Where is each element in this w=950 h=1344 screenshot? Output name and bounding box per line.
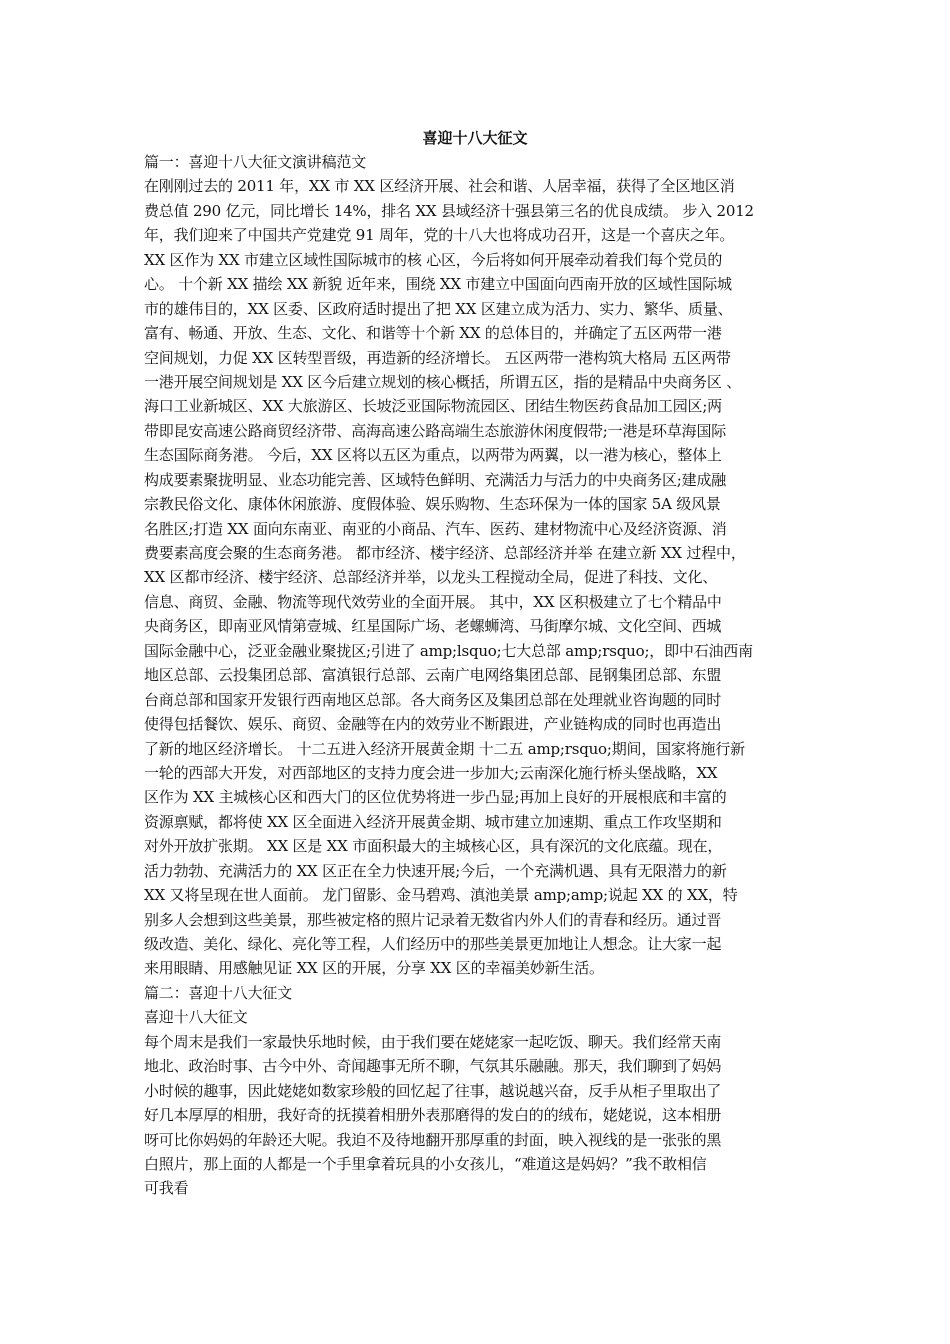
text-line: 年，我们迎来了中国共产党建党 91 周年，党的十八大也将成功召开，这是一个喜庆之年。	[144, 226, 735, 245]
text-line: 费要素高度会聚的生态商务港。 都市经济、楼宇经济、总部经济并举 在建立新 XX 过程中，	[144, 544, 746, 562]
text-line: 带即昆安高速公路商贸经济带、高海高速公路高端生态旅游休闲度假带;一港是环草海国际	[144, 421, 727, 440]
text-line: 一轮的西部大开发，对西部地区的支持力度会进一步加大;云南深化施行桥头堡战略，XX	[144, 763, 718, 782]
text-line: 小时候的趣事，因此姥姥如数家珍般的回忆起了往事，越说越兴奋，反手从柜子里取出了	[144, 1081, 722, 1100]
text-line: 使得包括餐饮、娱乐、商贸、金融等在内的效劳业不断跟进，产业链构成的同时也再造出	[144, 715, 722, 734]
text-line: 费总值 290 亿元，同比增长 14%，排名 XX 县域经济十强县第三名的优良成绩。 步入 2012	[144, 201, 754, 220]
text-line: 每个周末是我们一家最快乐地时候，由于我们要在姥姥家一起吃饭、聊天。我们经常天南	[144, 1032, 722, 1051]
text-line: XX 区都市经济、楼宇经济、总部经济并举，以龙头工程搅动全局，促进了科技、文化、	[144, 568, 718, 587]
text-line: 可我看	[144, 1179, 189, 1198]
text-line: 海口工业新城区、XX 大旅游区、长坡泛亚国际物流园区、团结生物医药食品加工园区;两	[144, 397, 722, 416]
text-line: 构成要素聚拢明显、业态功能完善、区域特色鲜明、充满活力与活力的中央商务区;建成融	[144, 470, 727, 489]
text-line: XX 区作为 XX 市建立区域性国际城市的核 心区，今后将如何开展牵动着我们每个党员的	[144, 250, 723, 269]
text-line: 白照片，那上面的人都是一个手里拿着玩具的小女孩儿，“难道这是妈妈？”我不敢相信	[144, 1154, 707, 1173]
text-line: 资源禀赋，都将使 XX 区全面进入经济开展黄金期、城市建立加速期、重点工作攻坚期和	[144, 812, 722, 831]
text-line: 篇二：喜迎十八大征文	[144, 983, 293, 1002]
text-line: 活力勃勃、充满活力的 XX 区正在全力快速开展;今后，一个充满机遇、具有无限潜力的新	[144, 861, 727, 880]
text-line: 级改造、美化、绿化、亮化等工程，人们经历中的那些美景更加地让人想念。让大家一起	[144, 935, 722, 953]
text-line: 生态国际商务港。 今后，XX 区将以五区为重点，以两带为两翼，以一港为核心，整体上	[144, 446, 722, 465]
text-line: 地北、政治时事、古今中外、奇闻趣事无所不聊，气氛其乐融融。那天，我们聊到了妈妈	[144, 1057, 722, 1076]
text-line: 呀可比你妈妈的年龄还大呢。我迫不及待地翻开那厚重的封面，映入视线的是一张张的黑	[144, 1130, 722, 1149]
text-line: 了新的地区经济增长。 十二五进入经济开展黄金期 十二五 amp;rsquo;期间，国家将施行新	[144, 739, 745, 758]
text-line: 好几本厚厚的相册，我好奇的抚摸着相册外表那磨得的发白的的绒布，姥姥说，这本相册	[144, 1106, 722, 1125]
text-line: 市的雄伟目的，XX 区委、区政府适时提出了把 XX 区建立成为活力、实力、繁华、质量、	[144, 299, 733, 318]
text-line: XX 又将呈现在世人面前。 龙门留影、金马碧鸡、滇池美景 amp;amp;说起 XX 的 XX，特	[144, 886, 738, 905]
text-line: 别多人会想到这些美景，那些被定格的照片记录着无数省内外人们的青春和经历。通过晋	[144, 910, 722, 929]
text-line: 一港开展空间规划是 XX 区今后建立规划的核心概括，所谓五区，指的是精品中央商务区 、	[144, 372, 742, 391]
text-line: 信息、商贸、金融、物流等现代效劳业的全面开展。 其中，XX 区积极建立了七个精品中	[144, 592, 722, 611]
text-line: 富有、畅通、开放、生态、文化、和谐等十个新 XX 的总体目的，并确定了五区两带一港	[144, 324, 722, 343]
document-title: 喜迎十八大征文	[422, 129, 528, 147]
text-line: 篇一：喜迎十八大征文演讲稿范文	[144, 153, 367, 171]
text-line: 区作为 XX 主城核心区和西大门的区位优势将进一步凸显;再加上良好的开展根底和丰富的	[144, 788, 727, 807]
text-line: 喜迎十八大征文	[144, 1008, 248, 1027]
text-line: 央商务区，即南亚风情第壹城、红星国际广场、老螺蛳湾、马街摩尔城、文化空间、西城	[144, 617, 722, 636]
text-line: 国际金融中心，泛亚金融业聚拢区;引进了 amp;lsquo;七大总部 amp;rsquo;，即中石油西南	[144, 641, 753, 660]
text-line: 空间规划，力促 XX 区转型晋级，再造新的经济增长。 五区两带一港构筑大格局 五区两带	[144, 348, 731, 367]
text-line: 名胜区;打造 XX 面向东南亚、南亚的小商品、汽车、医药、建材物流中心及经济资源、消	[144, 519, 727, 538]
text-line: 宗教民俗文化、康体休闲旅游、度假体验、娱乐购物、生态环保为一体的国家 5A 级风景	[144, 495, 721, 514]
text-line: 地区总部、云投集团总部、富滇银行总部、云南广电网络集团总部、昆钢集团总部、东盟	[144, 666, 722, 685]
text-line: 来用眼睛、用感触见证 XX 区的开展，分享 XX 区的幸福美妙新生活。	[144, 959, 604, 978]
text-line: 对外开放扩张期。 XX 区是 XX 市面积最大的主城核心区，具有深沉的文化底蕴。现在，	[144, 837, 723, 856]
document-body	[144, 150, 824, 1201]
text-line: 台商总部和国家开发银行西南地区总部。各大商务区及集团总部在处理就业咨询题的同时	[144, 690, 722, 709]
text-line: 心。 十个新 XX 描绘 XX 新貌 近年来，围绕 XX 市建立中国面向西南开放的区域性国际城	[144, 275, 732, 294]
text-line: 在刚刚过去的 2011 年，XX 市 XX 区经济开展、社会和谐、人居幸福，获得了全区地区消	[144, 177, 735, 196]
